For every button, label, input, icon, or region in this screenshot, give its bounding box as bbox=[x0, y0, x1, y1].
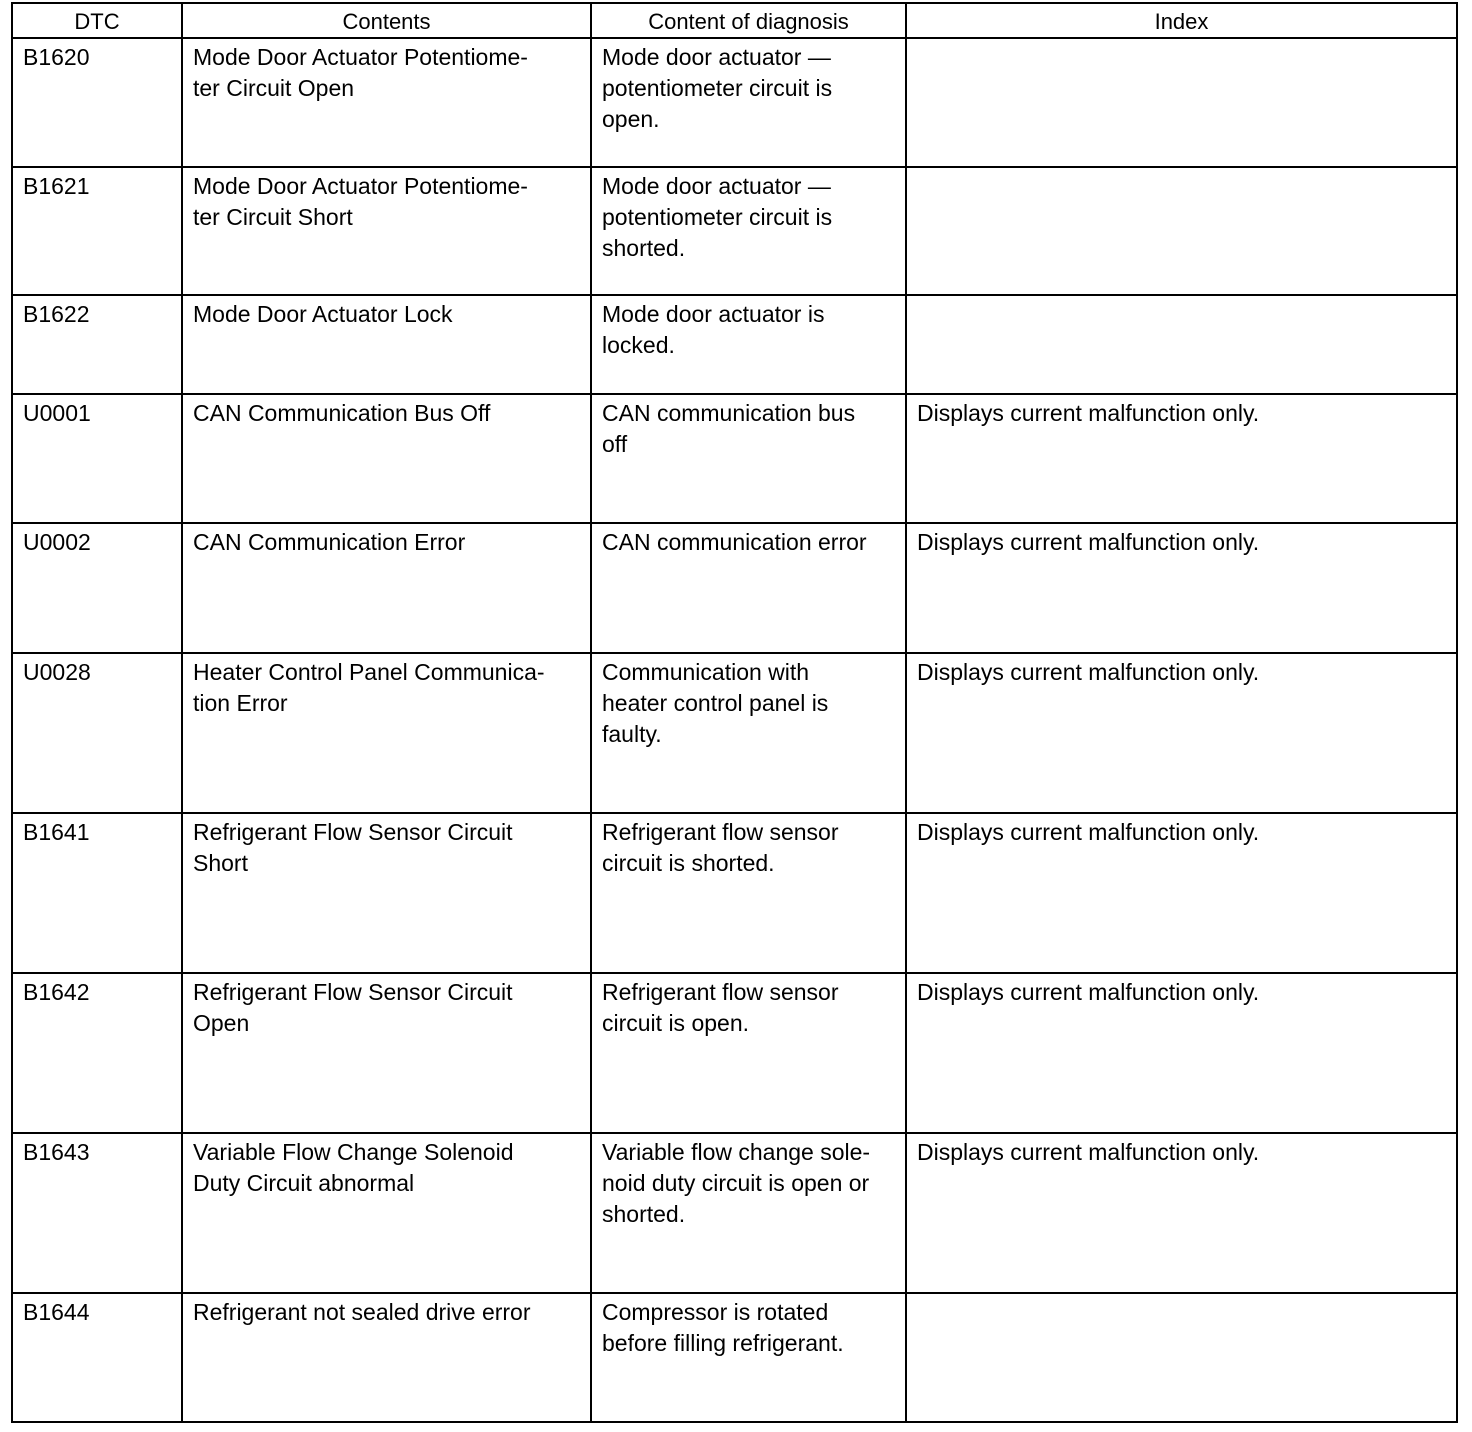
index-text: Displays current malfunction only. bbox=[917, 400, 1260, 426]
dtc-code-text: B1641 bbox=[23, 819, 90, 845]
contents-text: Variable Flow Change Solenoid Duty Circuit abnormal bbox=[193, 1139, 514, 1196]
table-row bbox=[12, 973, 1457, 1133]
contents-cell bbox=[182, 1133, 591, 1293]
index-text: Displays current malfunction only. bbox=[917, 659, 1260, 685]
index-cell bbox=[906, 394, 1457, 523]
contents-cell bbox=[182, 523, 591, 653]
contents-cell bbox=[182, 1293, 591, 1422]
dtc-code bbox=[12, 295, 182, 394]
header-index: Index bbox=[906, 3, 1457, 38]
index-cell bbox=[906, 1293, 1457, 1422]
diagnosis-text: Communication with heater control panel is faulty. bbox=[602, 659, 829, 747]
diagnosis-text: Refrigerant flow sensor circuit is shorted. bbox=[602, 819, 839, 876]
index-cell bbox=[906, 973, 1457, 1133]
diagnosis-text: Refrigerant flow sensor circuit is open. bbox=[602, 979, 839, 1036]
dtc-table bbox=[11, 2, 1458, 1423]
table-header-row bbox=[12, 3, 1457, 38]
diagnosis-cell bbox=[591, 38, 906, 167]
index-text: Displays current malfunction only. bbox=[917, 529, 1260, 555]
index-cell bbox=[906, 295, 1457, 394]
contents-text: CAN Communication Bus Off bbox=[193, 400, 491, 426]
contents-text: Mode Door Actuator Potentiome- ter Circuit Open bbox=[193, 44, 528, 101]
contents-cell bbox=[182, 813, 591, 973]
dtc-code-text: B1621 bbox=[23, 173, 90, 199]
dtc-code bbox=[12, 394, 182, 523]
table-row bbox=[12, 295, 1457, 394]
dtc-code-text: U0028 bbox=[23, 659, 91, 685]
index-cell bbox=[906, 523, 1457, 653]
diagnosis-cell bbox=[591, 394, 906, 523]
diagnosis-text: Variable flow change sole- noid duty circuit is open or shorted. bbox=[602, 1139, 871, 1227]
diagnosis-text: Mode door actuator — potentiometer circuit is open. bbox=[602, 44, 833, 132]
table-row bbox=[12, 38, 1457, 167]
table-row bbox=[12, 813, 1457, 973]
dtc-code-text: B1620 bbox=[23, 44, 90, 70]
contents-cell bbox=[182, 38, 591, 167]
dtc-code bbox=[12, 653, 182, 813]
index-text: Displays current malfunction only. bbox=[917, 819, 1260, 845]
table-row bbox=[12, 1293, 1457, 1422]
dtc-code bbox=[12, 1293, 182, 1422]
contents-cell bbox=[182, 973, 591, 1133]
contents-cell bbox=[182, 295, 591, 394]
table-row bbox=[12, 1133, 1457, 1293]
dtc-code-text: B1622 bbox=[23, 301, 90, 327]
header-content-of-diagnosis: Content of diagnosis bbox=[591, 3, 906, 38]
contents-text: CAN Communication Error bbox=[193, 529, 466, 555]
contents-cell bbox=[182, 394, 591, 523]
diagnosis-cell bbox=[591, 653, 906, 813]
header-dtc: DTC bbox=[12, 3, 182, 38]
index-cell bbox=[906, 1133, 1457, 1293]
contents-text: Refrigerant Flow Sensor Circuit Open bbox=[193, 979, 513, 1036]
diagnosis-cell bbox=[591, 523, 906, 653]
diagnosis-text: Mode door actuator is locked. bbox=[602, 301, 825, 358]
contents-text: Mode Door Actuator Lock bbox=[193, 301, 453, 327]
dtc-code bbox=[12, 523, 182, 653]
index-cell bbox=[906, 167, 1457, 295]
table-row bbox=[12, 653, 1457, 813]
diagnosis-cell bbox=[591, 295, 906, 394]
contents-text: Heater Control Panel Communica- tion Error bbox=[193, 659, 545, 716]
table-row bbox=[12, 394, 1457, 523]
dtc-code bbox=[12, 38, 182, 167]
diagnosis-cell bbox=[591, 167, 906, 295]
diagnosis-cell bbox=[591, 1293, 906, 1422]
dtc-code-text: B1643 bbox=[23, 1139, 90, 1165]
index-cell bbox=[906, 38, 1457, 167]
dtc-code-text: B1644 bbox=[23, 1299, 90, 1325]
dtc-code bbox=[12, 973, 182, 1133]
contents-text: Refrigerant not sealed drive error bbox=[193, 1299, 531, 1325]
index-cell bbox=[906, 813, 1457, 973]
table-row bbox=[12, 167, 1457, 295]
diagnosis-text: Compressor is rotated before filling refrigerant. bbox=[602, 1299, 844, 1356]
header-contents: Contents bbox=[182, 3, 591, 38]
diagnosis-cell bbox=[591, 973, 906, 1133]
dtc-code-text: B1642 bbox=[23, 979, 90, 1005]
dtc-code-text: U0002 bbox=[23, 529, 91, 555]
table-row bbox=[12, 523, 1457, 653]
contents-text: Mode Door Actuator Potentiome- ter Circuit Short bbox=[193, 173, 528, 230]
dtc-code bbox=[12, 167, 182, 295]
dtc-code bbox=[12, 1133, 182, 1293]
index-cell bbox=[906, 653, 1457, 813]
diagnosis-text: CAN communication bus off bbox=[602, 400, 856, 457]
dtc-code bbox=[12, 813, 182, 973]
diagnosis-cell bbox=[591, 813, 906, 973]
index-text: Displays current malfunction only. bbox=[917, 979, 1260, 1005]
diagnosis-cell bbox=[591, 1133, 906, 1293]
diagnosis-text: Mode door actuator — potentiometer circuit is shorted. bbox=[602, 173, 833, 261]
index-text: Displays current malfunction only. bbox=[917, 1139, 1260, 1165]
contents-text: Refrigerant Flow Sensor Circuit Short bbox=[193, 819, 513, 876]
diagnosis-text: CAN communication error bbox=[602, 529, 867, 555]
dtc-code-text: U0001 bbox=[23, 400, 91, 426]
contents-cell bbox=[182, 653, 591, 813]
contents-cell bbox=[182, 167, 591, 295]
